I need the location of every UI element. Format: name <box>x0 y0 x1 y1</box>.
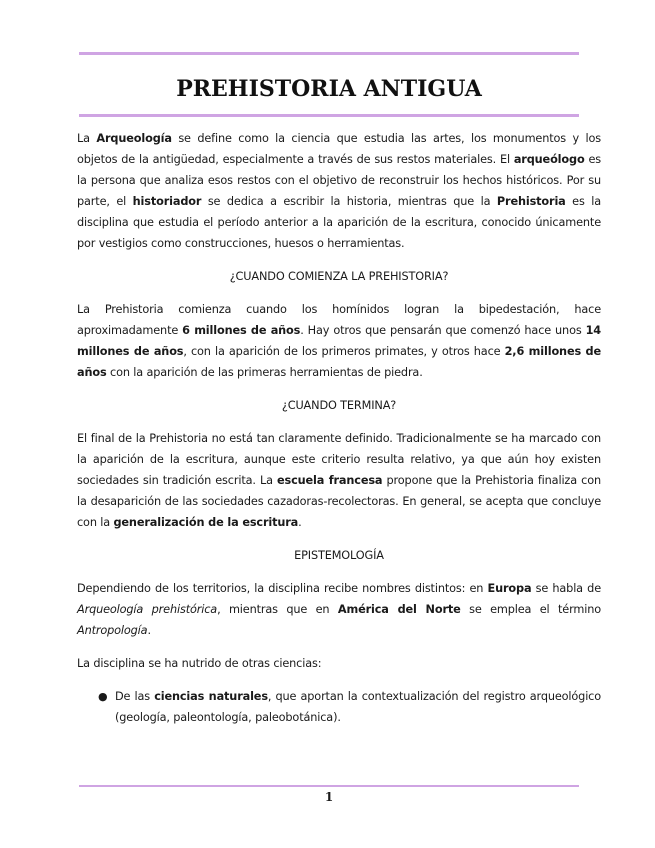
text-run: . Hay otros que pensarán que comenzó hace unos <box>300 324 586 337</box>
paragraph-termina <box>77 428 601 533</box>
page-title: PREHISTORIA ANTIGUA <box>176 76 482 102</box>
title-underline-rule <box>79 114 579 117</box>
text-run: se define como la ciencia que estudia las artes, los monumentos y los objetos de la antigüedad, especialmente a través de sus restos materiales. El <box>77 132 601 166</box>
text-run: , mientras que en <box>217 603 338 616</box>
sciences-list <box>77 686 601 728</box>
list-item <box>77 686 601 728</box>
list-item-text <box>115 686 601 728</box>
paragraph-definitions <box>77 128 601 254</box>
bold-term-arqueologia: Arqueología <box>96 132 172 145</box>
text-run: es la disciplina que estudia el período anterior a la aparición de la escritura, conocido únicamente por vestigios como construcciones, huesos o herramientas. <box>77 195 601 250</box>
paragraph-epistemologia <box>77 578 601 641</box>
text-run: se emplea el término <box>460 603 601 616</box>
bold-term-arqueologo: arqueólogo <box>513 153 585 166</box>
text-run: La Prehistoria comienza cuando los homínidos logran la bipedestación, hace aproximadamente <box>77 303 601 337</box>
text-run: es la persona que analiza esos restos con el objetivo de reconstruir los hechos históricos. Por su parte, el <box>77 153 601 208</box>
bold-term-14-millones: 14 millones de años <box>77 324 601 358</box>
section-heading-comienzo: ¿CUANDO COMIENZA LA PREHISTORIA? <box>229 270 449 283</box>
paragraph-comienzo <box>77 299 601 383</box>
top-rule <box>79 52 579 55</box>
section-heading-epistemologia: EPISTEMOLOGÍA <box>294 549 384 562</box>
text-run: . <box>147 624 151 637</box>
italic-term-antropologia: Antropología <box>77 624 148 637</box>
bold-term-america-del-norte: América del Norte <box>337 603 461 616</box>
bold-term-ciencias-naturales: ciencias naturales <box>154 690 268 703</box>
text-run: El final de la Prehistoria no está tan claramente definido. Tradicionalmente se ha marcado con la aparición de la escritura, aunque este criterio resulta relativo, ya que aún hoy existen sociedades sin tradición escrita. La <box>77 432 601 487</box>
bold-term-prehistoria: Prehistoria <box>496 195 566 208</box>
italic-term-arqueologia-prehistorica: Arqueología prehistórica <box>77 603 218 616</box>
bullet-icon: ● <box>98 690 108 703</box>
text-run: propone que la Prehistoria finaliza con la desaparición de las sociedades cazadoras-recolectoras. En general, se acepta que concluye con la <box>77 474 601 529</box>
text-run: , que aportan la contextualización del registro arqueológico (geología, paleontología, paleobotánica). <box>115 690 602 724</box>
bold-term-2-6-millones: 2,6 millones de años <box>77 345 601 379</box>
paragraph-ciencias-intro: La disciplina se ha nutrido de otras ciencias: <box>77 657 322 670</box>
text-run: De las <box>115 690 155 703</box>
text-run: Dependiendo de los territorios, la disciplina recibe nombres distintos: en <box>77 582 488 595</box>
section-heading-termina: ¿CUANDO TERMINA? <box>281 399 397 412</box>
document-body <box>77 128 601 728</box>
bold-term-escuela-francesa: escuela francesa <box>277 474 383 487</box>
page-number: 1 <box>324 790 334 804</box>
text-run: , con la aparición de los primeros primates, y otros hace <box>183 345 505 358</box>
bold-term-generalizacion: generalización de la escritura <box>113 516 299 529</box>
text-run: se habla de <box>531 582 601 595</box>
text-run: . <box>298 516 302 529</box>
text-run: con la aparición de las primeras herramientas de piedra. <box>106 366 423 379</box>
footer-rule <box>79 785 579 787</box>
bold-term-historiador: historiador <box>132 195 202 208</box>
bold-term-6-millones: 6 millones de años <box>182 324 301 337</box>
text-run: La <box>77 132 97 145</box>
text-run: se dedica a escribir la historia, mientras que la <box>201 195 497 208</box>
bold-term-europa: Europa <box>487 582 532 595</box>
